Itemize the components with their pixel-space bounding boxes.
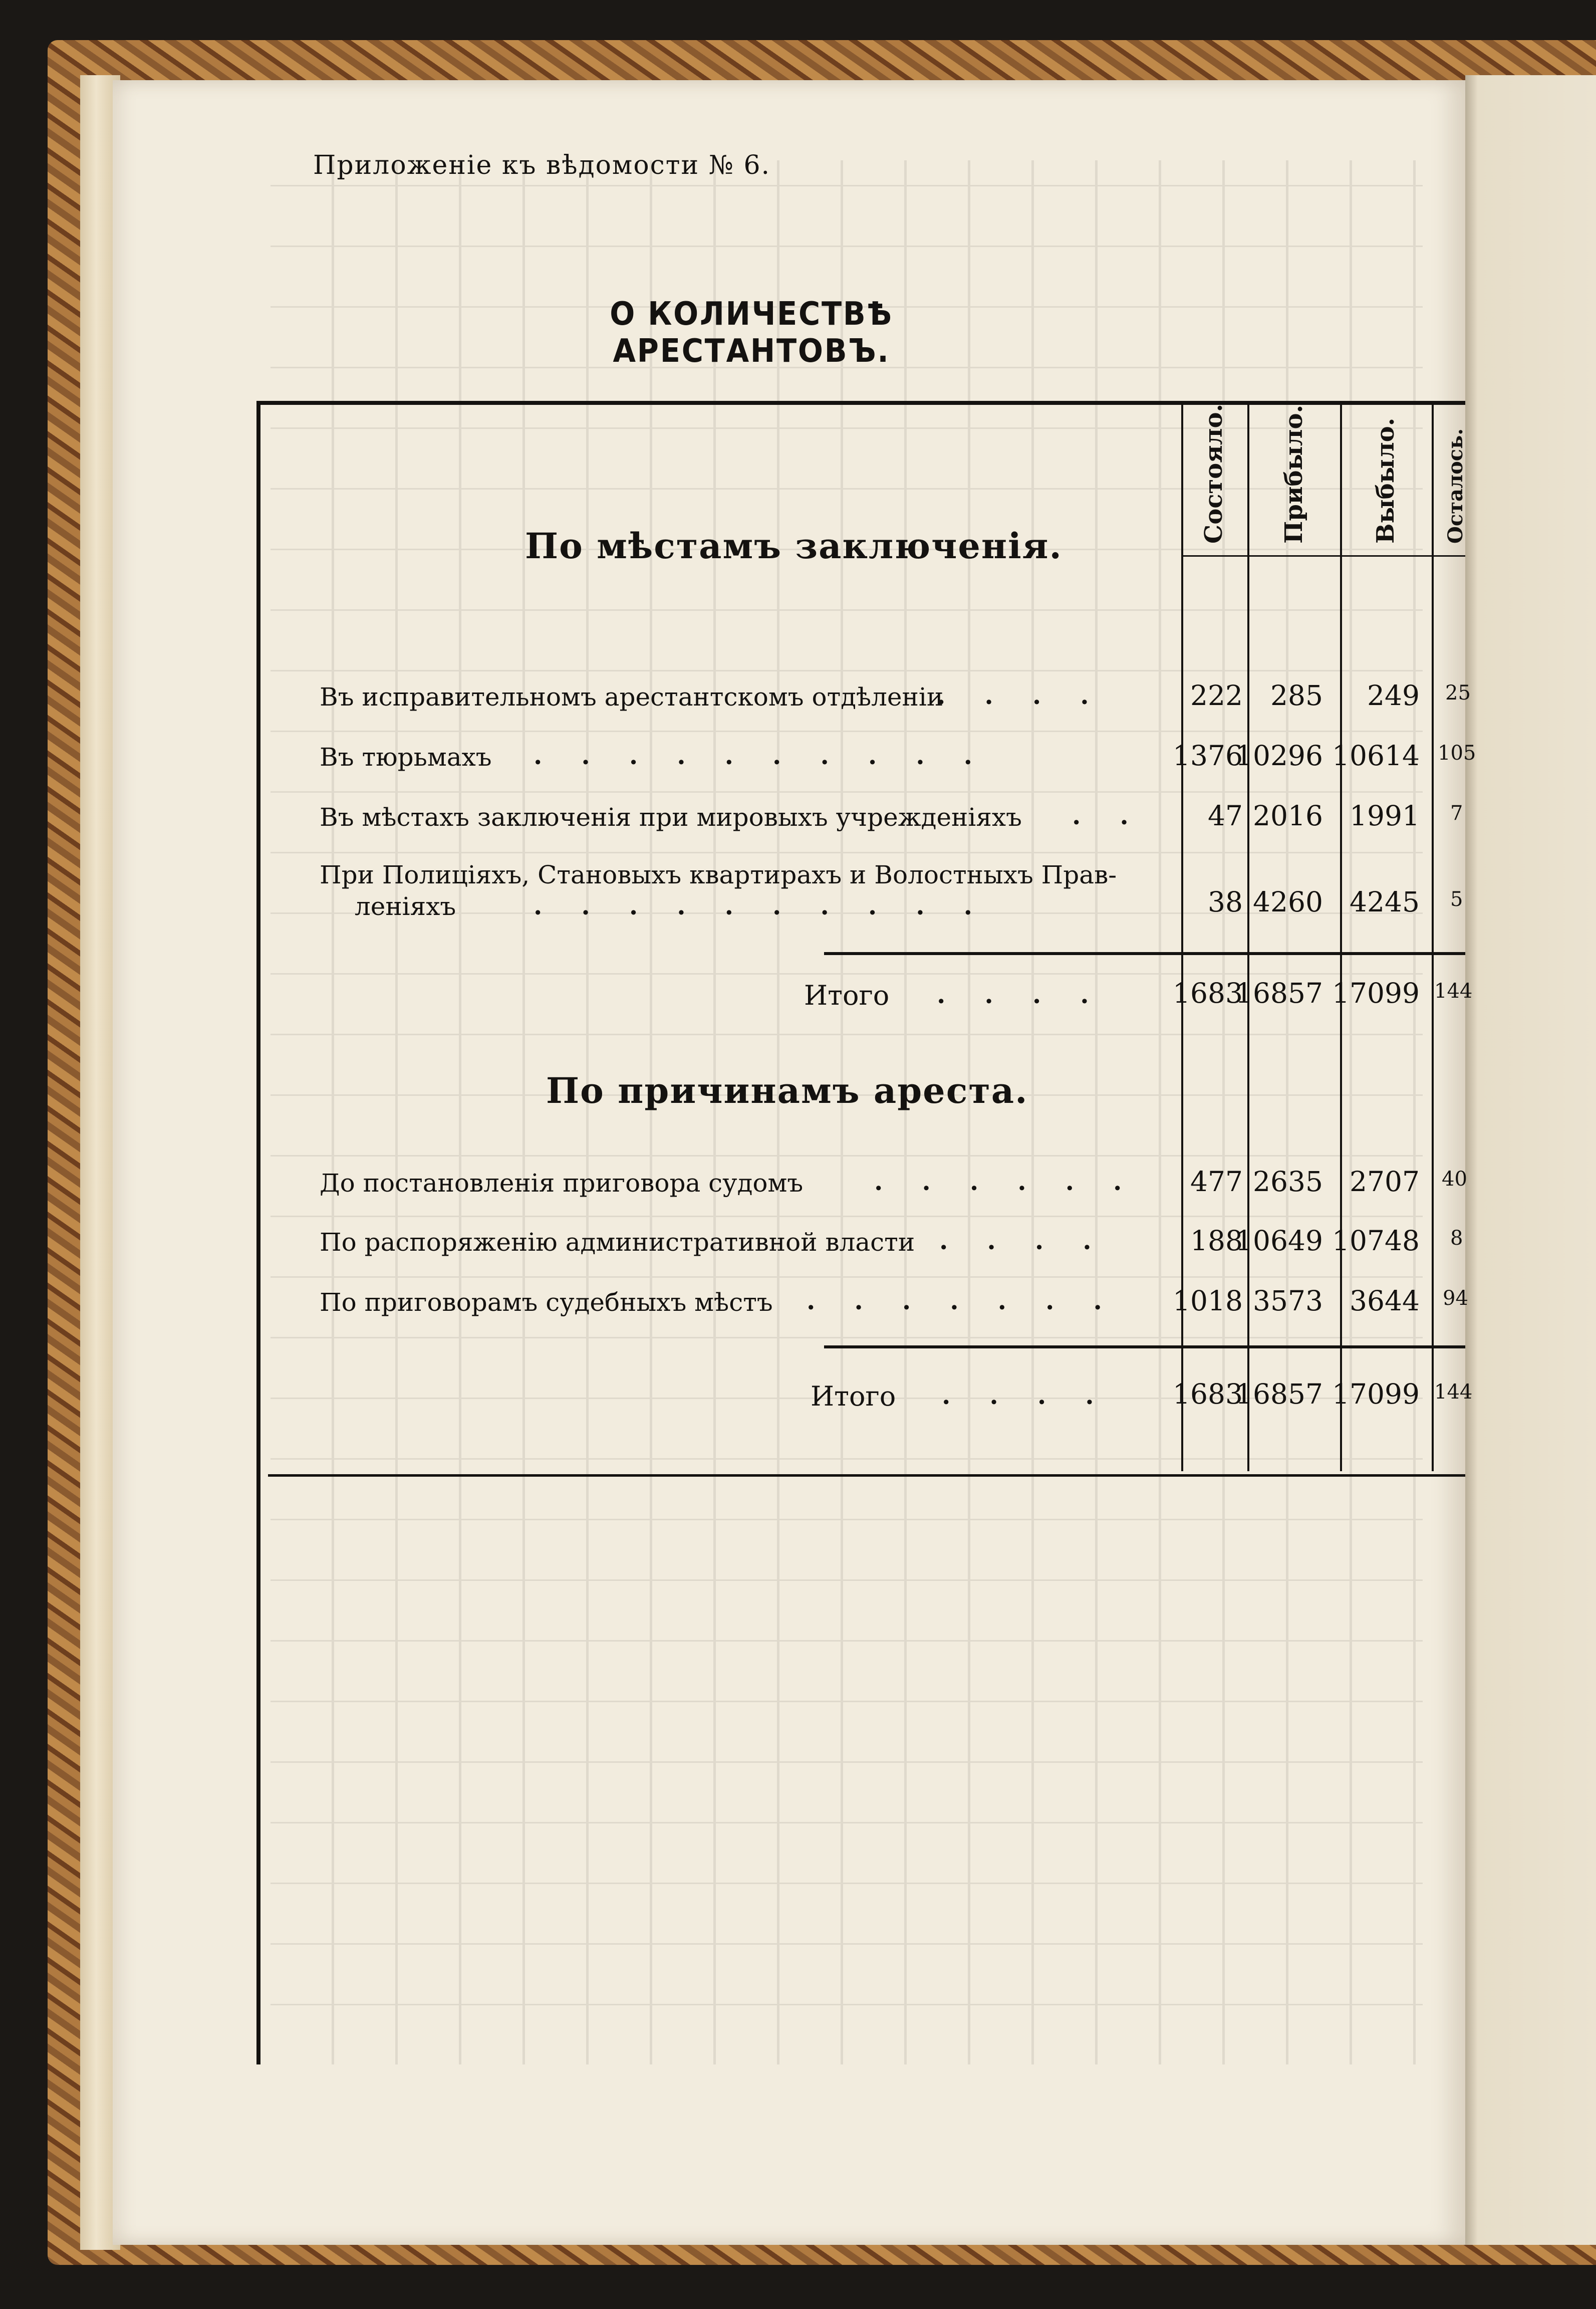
dot-leader: .. [1072,801,1168,830]
value-arrived: 10649 [1235,1225,1323,1257]
value-departed: 249 [1367,679,1420,712]
total-remaining: 144 [1434,1380,1473,1404]
dot-leader: .... [937,980,1128,1009]
total-departed: 17099 [1332,977,1420,1009]
dot-leader: .......... [534,741,1012,770]
column-header-departed: Выбыло. [1372,417,1400,544]
value-remaining: 94 [1443,1287,1468,1310]
table-left-rule [256,401,260,2064]
adjacent-page [1465,75,1596,2245]
column-rule-2 [1247,404,1249,1471]
value-remaining: 25 [1445,681,1471,705]
value-arrived: 3573 [1253,1285,1323,1317]
row-label: До постановленія приговора судомъ [320,1169,804,1198]
dot-leader: .... [937,680,1128,710]
row-label: По распоряженію административной власти [320,1228,915,1257]
value-remaining: 8 [1450,1227,1463,1250]
row-label: По приговорамъ судебныхъ мѣстъ [320,1288,773,1317]
dot-leader: .... [942,1380,1133,1410]
row-label-continued: леніяхъ [355,892,456,921]
column-rule-4 [1432,404,1434,1471]
total-arrived: 16857 [1235,977,1323,1009]
value-departed: 1991 [1350,800,1420,832]
value-remaining: 7 [1450,802,1463,825]
page-title: О КОЛИЧЕСТВѢ АРЕСТАНТОВЪ. [610,296,893,370]
appendix-heading: Приложеніе къ вѣдомости № 6. [313,150,771,180]
section-title-places: По мѣстамъ заключенія. [525,525,1062,567]
value-present: 47 [1208,800,1243,832]
total-departed: 17099 [1332,1378,1420,1410]
table-bottom-rule [268,1474,1465,1477]
total-present: 1683 [1173,1378,1243,1410]
value-departed: 4245 [1350,886,1420,918]
page [113,80,1465,2245]
header-bottom-rule [1181,555,1465,557]
value-present: 188 [1190,1225,1243,1257]
row-label: При Полиціяхъ, Становыхъ квартирахъ и Волостныхъ Прав- [320,860,1117,889]
value-arrived: 2016 [1253,800,1323,832]
dot-leader: ....... [807,1286,1141,1315]
value-arrived: 10296 [1235,740,1323,772]
value-arrived: 2635 [1253,1166,1323,1198]
subtotal-rule [824,952,1465,955]
value-present: 1018 [1173,1285,1243,1317]
column-header-remaining: Осталось. [1444,428,1467,544]
column-rule-3 [1340,404,1342,1471]
row-label: Въ исправительномъ арестантскомъ отдѣленіи [320,682,944,712]
row-label: Въ тюрьмахъ [320,743,492,772]
dot-leader: ...... [874,1167,1161,1196]
value-departed: 10748 [1332,1225,1420,1257]
value-departed: 10614 [1332,740,1420,772]
value-present: 222 [1190,679,1243,712]
value-present: 38 [1208,886,1243,918]
column-header-arrived: Прибыло. [1280,404,1308,544]
row-label: Въ мѣстахъ заключенія при мировыхъ учрежденіяхъ [320,803,1022,832]
subtotal-rule [824,1345,1465,1348]
total-present: 1683 [1173,977,1243,1009]
total-arrived: 16857 [1235,1378,1323,1410]
value-present: 1376 [1173,740,1243,772]
value-present: 477 [1190,1166,1243,1198]
value-arrived: 285 [1270,679,1323,712]
column-header-present: Состояло. [1200,403,1228,544]
table-top-rule [256,401,1465,405]
value-remaining: 5 [1450,888,1463,911]
total-label: Итого [811,1380,896,1412]
dot-leader: .......... [534,891,1012,920]
total-remaining: 144 [1434,980,1473,1003]
total-label: Итого [804,980,890,1011]
dot-leader: .... [939,1226,1131,1255]
value-departed: 2707 [1350,1166,1420,1198]
value-departed: 3644 [1350,1285,1420,1317]
value-arrived: 4260 [1253,886,1323,918]
value-remaining: 40 [1442,1168,1467,1191]
value-remaining: 105 [1438,742,1476,765]
section-title-causes: По причинамъ ареста. [546,1070,1028,1111]
